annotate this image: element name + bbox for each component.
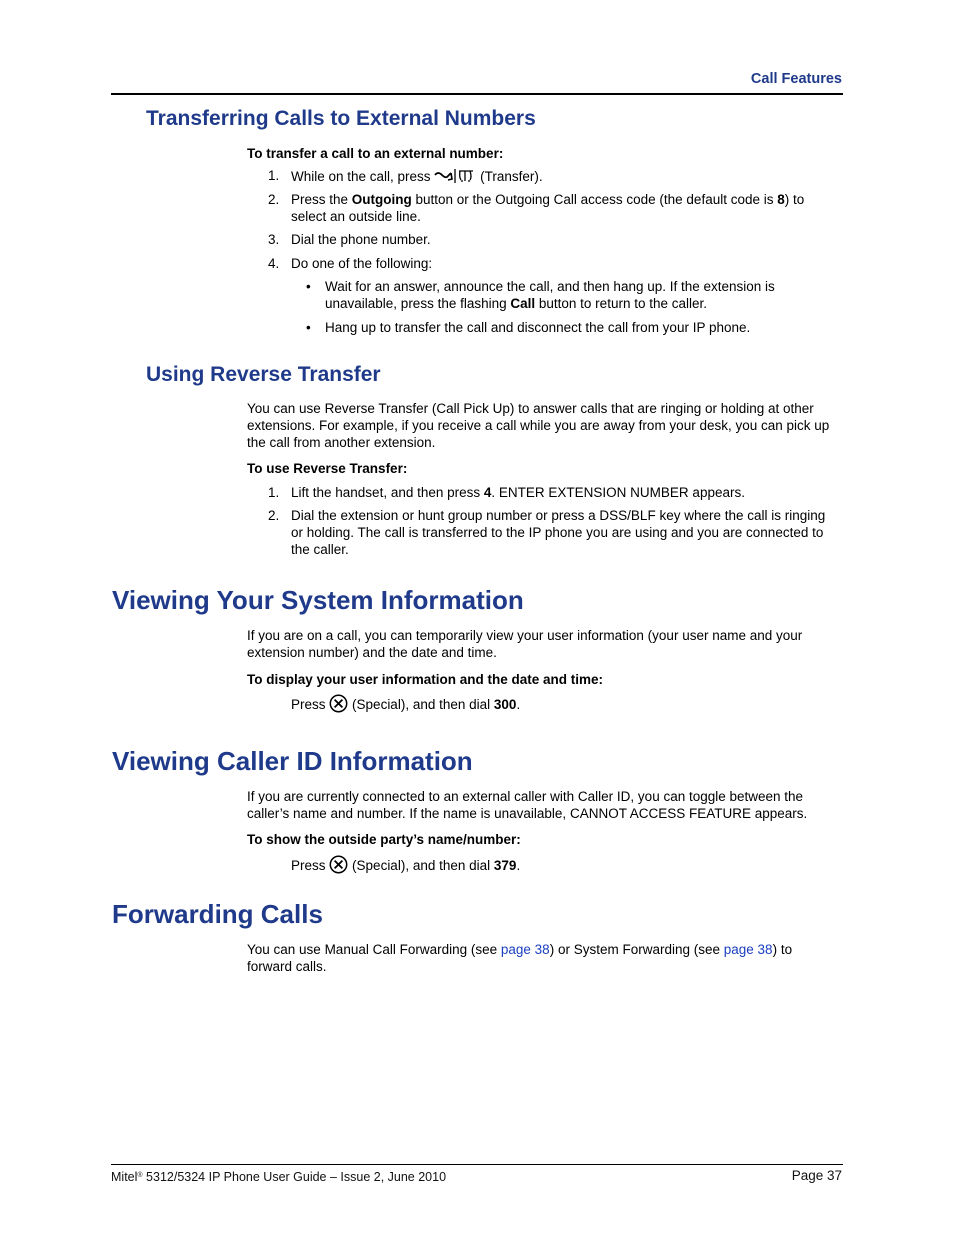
step-number: 4. [268,256,280,271]
bullet-text: Hang up to transfer the call and disconnect the call from your IP phone. [325,320,751,335]
procedure-title-transfer: To transfer a call to an external number: [247,146,504,161]
transfer-icon [434,167,476,188]
special-x-icon [329,694,348,717]
bullet-icon: • [306,320,311,335]
step-text: (Transfer). [480,169,543,185]
step-text: Dial the phone number. [291,232,431,247]
step-text: Press the Outgoing button or the Outgoing Call access code (the default code is 8) to select an outside line. [291,192,805,224]
step-number: 3. [268,232,280,247]
step-number: 1. [268,168,280,183]
heading-system-info: Viewing Your System Information [112,585,524,615]
step-text: While on the call, press [291,169,431,185]
press-instruction: Press (Special), and then dial 300. [291,694,520,717]
page-link[interactable]: page 38 [723,942,773,957]
step-number: 2. [268,508,280,523]
heading-transfer-external: Transferring Calls to External Numbers [146,107,536,130]
press-instruction: Press (Special), and then dial 379. [291,855,520,878]
forwarding-intro: You can use Manual Call Forwarding (see page 38) or System Forwarding (see page 38) to forward calls. [247,942,793,974]
page-link[interactable]: page 38 [500,942,550,957]
system-info-intro: If you are on a call, you can temporarily view your user information (your user name and your extension number) and the date and time. [247,628,803,660]
heading-forwarding: Forwarding Calls [112,899,323,929]
heading-reverse-transfer: Using Reverse Transfer [146,363,381,386]
page-number: Page 37 [791,1168,842,1183]
header-rule [111,93,843,95]
reverse-transfer-intro: You can use Reverse Transfer (Call Pick Up) to answer calls that are ringing or holding at other extensions. For example, if you receive a call while you are away from your desk, you can pick up the call from another extension. [247,401,830,450]
footer-rule [111,1164,843,1165]
procedure-title-caller-id: To show the outside party’s name/number: [247,832,521,847]
special-x-icon [329,855,348,878]
caller-id-intro: If you are currently connected to an external caller with Caller ID, you can toggle between the caller’s name and number. If the name is unavailable, CANNOT ACCESS FEATURE appears. [247,789,808,821]
procedure-title-reverse: To use Reverse Transfer: [247,461,408,476]
step-text: Lift the handset, and then press 4. ENTER EXTENSION NUMBER appears. [291,485,745,500]
step-number: 2. [268,192,280,207]
header-section-title: Call Features [750,71,842,87]
bullet-icon: • [306,279,311,294]
step-text: Do one of the following: [291,256,433,271]
step-text: Dial the extension or hunt group number or press a DSS/BLF key where the call is ringing or holding. The call is transferred to the IP phone you are using and you are connected to the caller. [291,508,826,557]
procedure-title-system-info: To display your user information and the date and time: [247,672,604,687]
heading-caller-id: Viewing Caller ID Information [112,746,473,776]
step-number: 1. [268,485,280,500]
bullet-text: Wait for an answer, announce the call, and then hang up. If the extension is unavailable, press the flashing Call button to return to the caller. [325,279,775,311]
footer-doc-title: Mitel® 5312/5324 IP Phone User Guide – Issue 2, June 2010 [111,1170,447,1184]
